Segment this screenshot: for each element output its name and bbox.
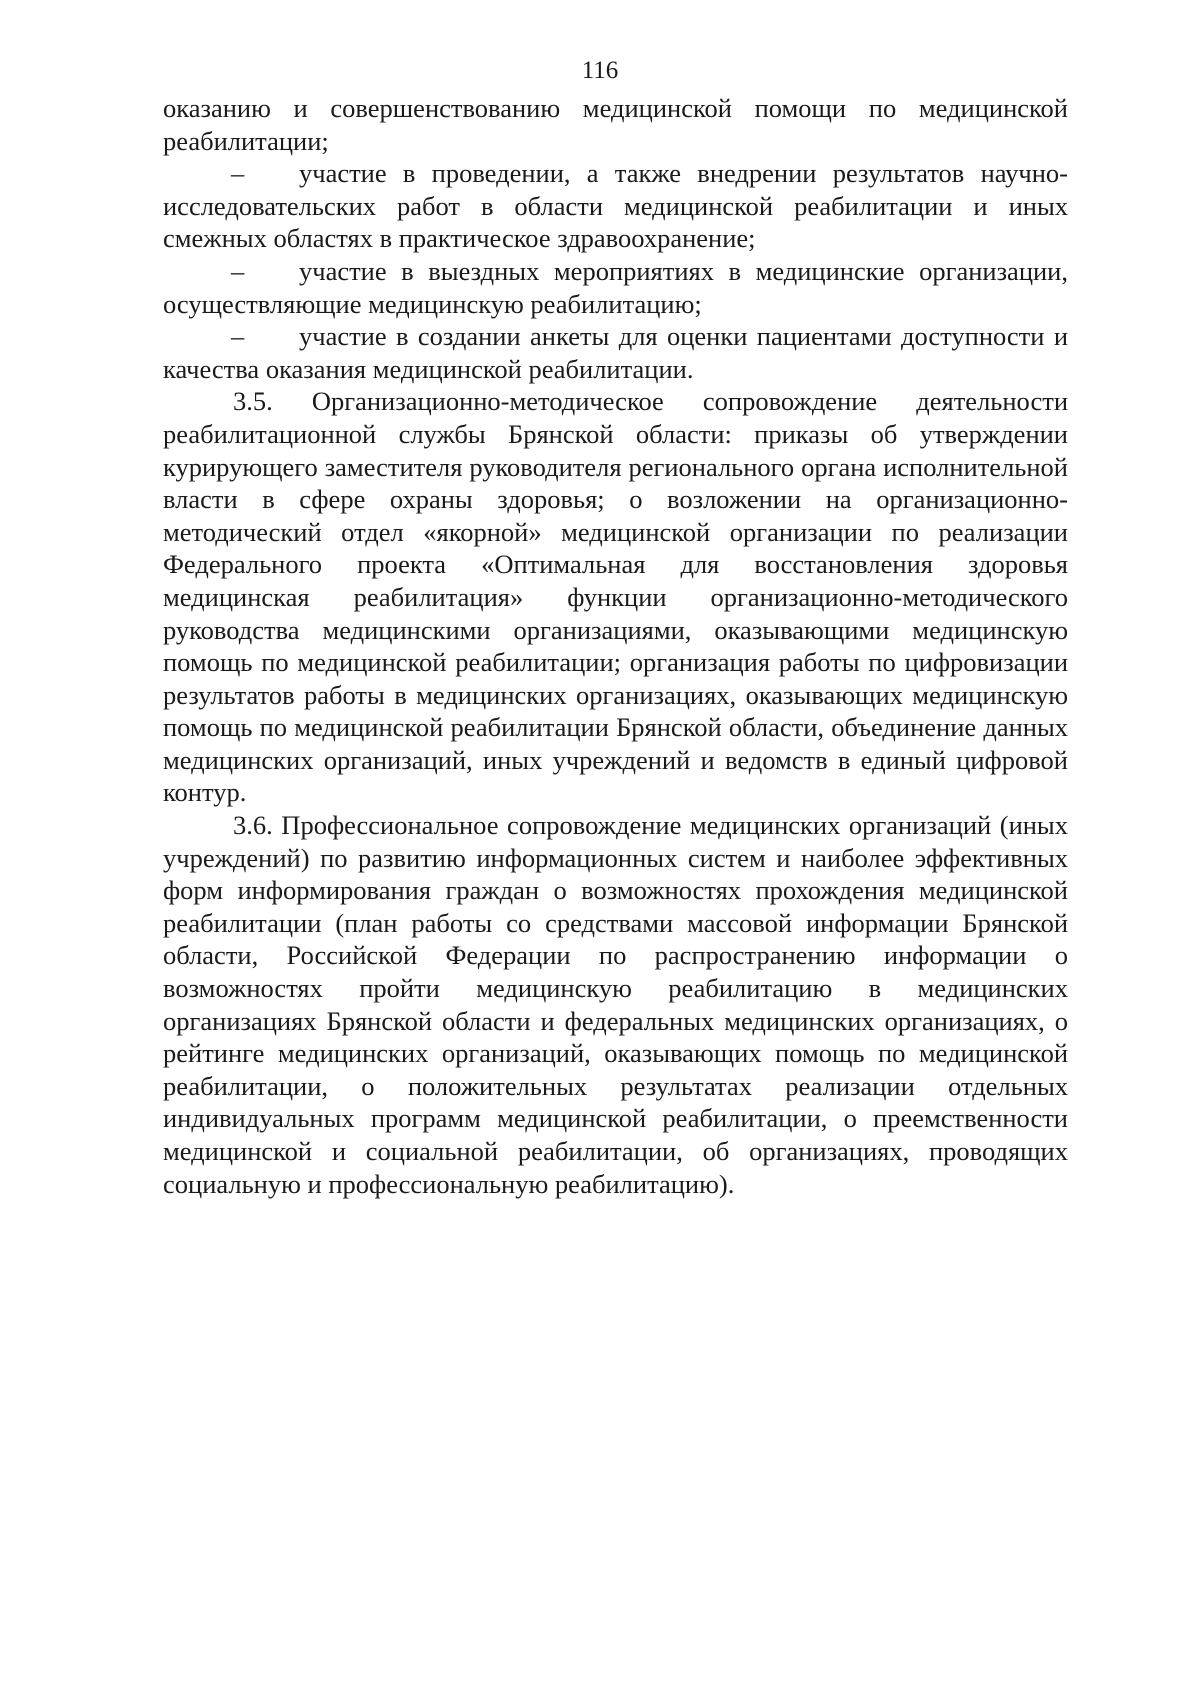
page-number: 116 bbox=[581, 57, 619, 84]
section-3-5: 3.5. Организационно-методическое сопровождение деятельности реабилитационной службы Брянской области: приказы об утверждении курирующего заместителя руководителя регионального органа исполнительной власти в сфере охраны здоровья; о возложении на организационно-методический отдел «якорной» медицинской организации по реализации Федерального проекта «Оптимальная для восстановления здоровья медицинская реабилитация» функции организационно-методического руководства медицинскими организациями, оказывающими медицинскую помощь по медицинской реабилитации; организация работы по цифровизации результатов работы в медицинских организациях, оказывающих медицинскую помощь по медицинской реабилитации Брянской области, объединение данных медицинских организаций, иных учреждений и ведомств в единый цифровой контур. bbox=[163, 386, 1068, 808]
document-body bbox=[163, 92, 1068, 1200]
section-3-6: 3.6. Профессиональное сопровождение медицинских организаций (иных учреждений) по развитию информационных систем и наиболее эффективных форм информирования граждан о возможностях прохождения медицинской реабилитации (план работы со средствами массовой информации Брянской области, Российской Федерации по распространению информации о возможностях пройти медицинскую реабилитацию в медицинских организациях Брянской области и федеральных медицинских организациях, о рейтинге медицинских организаций, оказывающих помощь по медицинской реабилитации, о положительных результатах реализации отдельных индивидуальных программ медицинской реабилитации, о преемственности медицинской и социальной реабилитации, об организациях, проводящих социальную и профессиональную реабилитацию). bbox=[163, 810, 1068, 1199]
dash-marker: – bbox=[231, 321, 245, 352]
list-item-field-events bbox=[163, 255, 1068, 320]
list-item-survey bbox=[163, 320, 1068, 385]
paragraph-continuation: оказанию и совершенствованию медицинской помощи по медицинской реабилитации; bbox=[163, 93, 1068, 156]
list-item-text: участие в проведении, а также внедрении результатов научно-исследовательских работ в области медицинской реабилитации и иных смежных областях в практическое здравоохранение; bbox=[163, 158, 1068, 254]
dash-marker: – bbox=[231, 158, 245, 189]
list-item-research bbox=[163, 157, 1068, 255]
dash-marker: – bbox=[231, 255, 245, 286]
list-item-text: участие в выездных мероприятиях в медицинские организации, осуществляющие медицинскую реабилитацию; bbox=[163, 255, 1068, 319]
list-item-text: участие в создании анкеты для оценки пациентами доступности и качества оказания медицинской реабилитации. bbox=[163, 321, 1068, 384]
